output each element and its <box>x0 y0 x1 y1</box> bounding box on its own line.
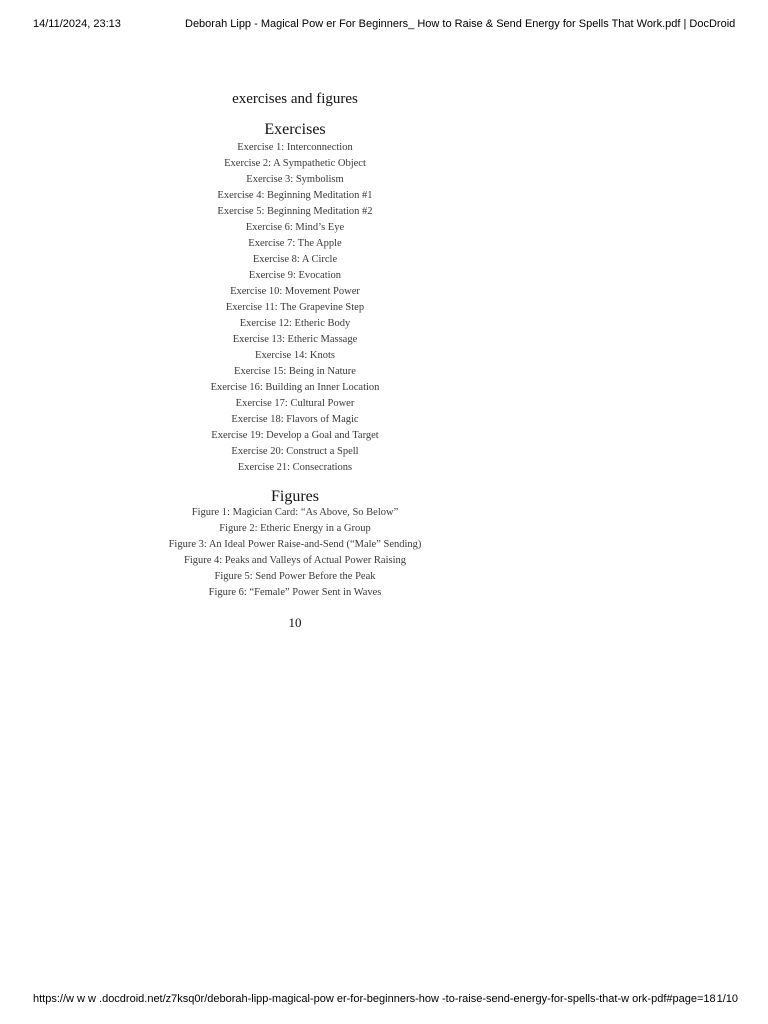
exercise-item: Exercise 15: Being in Nature <box>234 366 356 377</box>
exercise-item: Exercise 11: The Grapevine Step <box>225 302 365 313</box>
exercise-item: Exercise 6: Mind’s Eye <box>245 222 345 233</box>
print-title: Deborah Lipp - Magical Pow er For Beginners_ How to Raise & Send Energy for Spells That Work.pdf | DocDroid <box>185 18 736 30</box>
exercise-item: Exercise 13: Etheric Massage <box>232 334 358 345</box>
exercise-item: Exercise 18: Flavors of Magic <box>231 414 359 425</box>
page-count: 1/10 <box>716 993 738 1005</box>
figure-item: Figure 6: “Female” Power Sent in Waves <box>208 587 382 598</box>
exercise-item: Exercise 21: Consecrations <box>237 462 353 473</box>
figures-heading: Figures <box>271 488 319 505</box>
exercise-item: Exercise 4: Beginning Meditation #1 <box>217 190 373 201</box>
exercise-list <box>0 140 590 476</box>
exercise-item: Exercise 20: Construct a Spell <box>231 446 359 457</box>
figure-item: Figure 4: Peaks and Valleys of Actual Power Raising <box>183 555 407 566</box>
exercise-item: Exercise 8: A Circle <box>252 254 338 265</box>
page-heading: exercises and figures <box>232 91 358 107</box>
print-header <box>0 18 768 32</box>
exercise-item: Exercise 2: A Sympathetic Object <box>224 158 366 169</box>
page-number: 10 <box>288 615 302 630</box>
exercise-item: Exercise 7: The Apple <box>248 238 342 249</box>
exercise-item: Exercise 10: Movement Power <box>230 286 360 297</box>
exercise-item: Exercise 14: Knots <box>255 350 335 361</box>
exercise-item: Exercise 12: Etheric Body <box>239 318 351 329</box>
figure-list <box>0 505 590 601</box>
exercise-item: Exercise 17: Cultural Power <box>235 398 355 409</box>
exercise-item: Exercise 1: Interconnection <box>237 142 353 153</box>
exercise-item: Exercise 3: Symbolism <box>246 174 344 185</box>
figure-item: Figure 1: Magician Card: “As Above, So Below” <box>191 507 399 518</box>
figure-item: Figure 3: An Ideal Power Raise-and-Send (“Male” Sending) <box>168 539 422 550</box>
figure-item: Figure 2: Etheric Energy in a Group <box>219 523 371 534</box>
print-footer <box>0 993 768 1007</box>
exercise-item: Exercise 9: Evocation <box>248 270 342 281</box>
exercise-item: Exercise 16: Building an Inner Location <box>210 382 380 393</box>
page-url: https://w w w .docdroid.net/z7ksq0r/deborah-lipp-magical-pow er-for-beginners-how -to-raise-send-energy-for-spells-that-w ork-pdf#page=18 <box>33 993 716 1005</box>
figure-item: Figure 5: Send Power Before the Peak <box>214 571 376 582</box>
print-date: 14/11/2024, 23:13 <box>33 18 121 30</box>
exercise-item: Exercise 19: Develop a Goal and Target <box>211 430 379 441</box>
exercise-item: Exercise 5: Beginning Meditation #2 <box>217 206 373 217</box>
exercises-heading: Exercises <box>264 121 326 138</box>
